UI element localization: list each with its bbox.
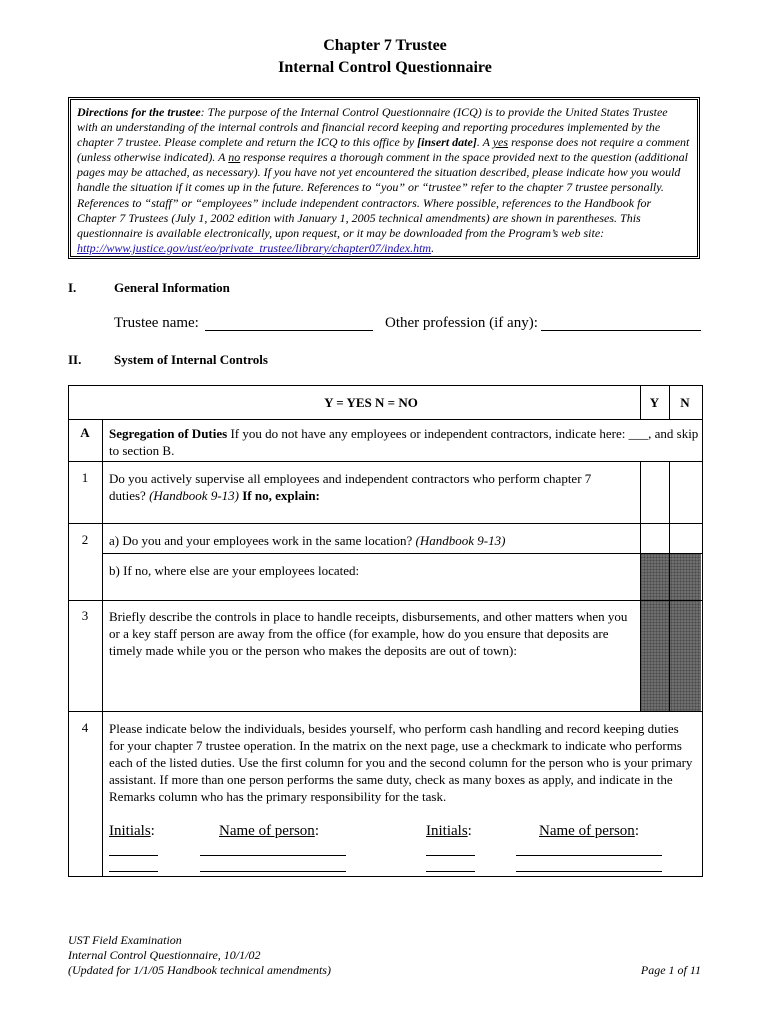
initials-field-1b[interactable] (109, 871, 158, 872)
section-2-heading: System of Internal Controls (114, 352, 268, 367)
section-1-number: I. (68, 280, 77, 295)
row-4-label: 4 (81, 720, 89, 735)
row-2-label: 2 (81, 532, 89, 547)
document-title: Chapter 7 Trustee (323, 37, 447, 54)
trustee-name-field[interactable] (205, 330, 373, 331)
name-field-2b[interactable] (516, 871, 662, 872)
initials-label-2: Initials: (426, 823, 472, 839)
program-website-link[interactable]: http://www.justice.gov/ust/eo/private_trustee/library/chapter07/index.htm (77, 240, 432, 255)
section-1-heading: General Information (114, 280, 230, 295)
row-2b-text: b) If no, where else are your employees located: (109, 563, 360, 578)
row-1-text: Do you actively supervise all employees and independent contractors who perform chapter 7 duties? (Handbook 9-13) If no, explain: (109, 471, 592, 503)
initials-field-1a[interactable] (109, 855, 158, 856)
row-4-text: Please indicate below the individuals, besides yourself, who perform cash handling and record keeping duties for your chapter 7 trustee operation. In the matrix on the next page, use a checkmark to indicate who performs each of the listed duties. Use the first column for you and the second column for the person who is your primary assistant. If more than one person performs the same duty, check as many boxes as apply, and indicate in the Remarks column who has the primary responsibility for the task. (109, 721, 693, 804)
section-2-number: II. (68, 352, 82, 367)
table-legend: Y = YES N = NO (324, 395, 418, 410)
footer-line-2: Internal Control Questionnaire, 10/1/02 (68, 948, 261, 962)
row-2a-text: a) Do you and your employees work in the same location? (Handbook 9-13) (109, 533, 506, 548)
row-2a-no-cell[interactable] (670, 524, 701, 553)
trustee-name-label: Trustee name: (114, 315, 199, 331)
initials-field-2a[interactable] (426, 855, 475, 856)
row-1-no-cell[interactable] (670, 462, 701, 523)
insert-date: [insert date] (417, 135, 477, 150)
other-profession-field[interactable] (541, 330, 701, 331)
name-label-1: Name of person: (219, 823, 319, 839)
row-a-label: A (80, 425, 90, 440)
shaded-cell-2b (640, 553, 701, 600)
row-1-yes-cell[interactable] (641, 462, 669, 523)
other-profession-label: Other profession (if any): (385, 315, 538, 331)
row-3-label: 3 (81, 608, 89, 623)
name-field-2a[interactable] (516, 855, 662, 856)
footer-line-1: UST Field Examination (68, 933, 182, 947)
shaded-cell-3 (640, 600, 701, 711)
footer-line-3: (Updated for 1/1/05 Handbook technical amendments) (68, 963, 331, 977)
row-2a-yes-cell[interactable] (641, 524, 669, 553)
row-3-text: Briefly describe the controls in place to handle receipts, disbursements, and other matters when you or a key staff person are away from the office (for example, how do you ensure that deposits are timely made while you or the person who makes the deposits are out of town): (109, 609, 628, 658)
name-label-2: Name of person: (539, 823, 639, 839)
document-subtitle: Internal Control Questionnaire (278, 59, 492, 76)
name-field-1a[interactable] (200, 855, 346, 856)
row-a-text: Segregation of Duties If you do not have any employees or independent contractors, indicate here: ___, and skip to section B. (109, 426, 699, 458)
name-field-1b[interactable] (200, 871, 346, 872)
directions-label: Directions for the trustee (77, 105, 201, 119)
initials-field-2b[interactable] (426, 871, 475, 872)
col-header-yes: Y (649, 395, 660, 410)
initials-label-1: Initials: (109, 823, 155, 839)
row-1-label: 1 (81, 470, 89, 485)
page-number: Page 1 of 11 (640, 963, 701, 977)
directions-box: Directions for the trustee: The purpose of the Internal Control Questionnaire (ICQ) is to provide the United States Trustee with an understanding of the internal controls and financial record keeping and reporting procedures implemented by the chapter 7 trustee. Please complete and return the ICQ to this office by [insert date]. A yes response does not require a comment (unless otherwise indicated). A no response requires a thorough comment in the space provided next to the question (additional pages may be attached, as necessary). If you have not yet encountered the situation described, please indicate how you would handle the situation if it comes up in the future. References to “you” or “trustee” refer to the chapter 7 trustee personally. References to “staff” or “employees” include independent contractors. Where possible, references to the Handbook for Chapter 7 Trustees (July 1, 2002 edition with January 1, 2005 technical amendments) are shown in parentheses. This questionnaire is available electronically, upon request, or it may be downloaded from the Program’s web site: http://www.justice.gov/ust/eo/private_trustee/library/chapter07/index.htm. (68, 97, 700, 259)
col-header-no: N (680, 395, 690, 410)
